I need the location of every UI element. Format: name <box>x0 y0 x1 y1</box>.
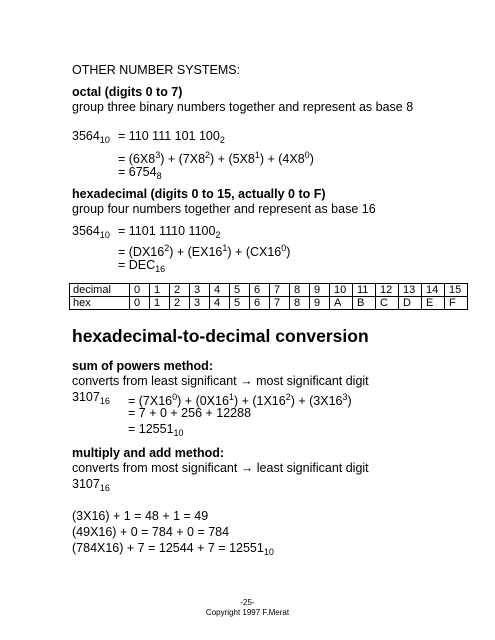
hex-equation-line-2: = $(DX16^2) + (EX16^1) + (CX16^0)$ <box>118 243 291 259</box>
row-label: hex <box>70 297 130 310</box>
sum-equation-line-3: = $12551_{10}$ <box>128 422 184 438</box>
table-cell: 6 <box>250 284 270 297</box>
sum-method-title: sum of powers method: <box>72 359 213 373</box>
table-cell: 7 <box>270 297 290 310</box>
table-cell: 2 <box>170 297 190 310</box>
copyright: Copyright 1997 F.Merat <box>205 608 290 617</box>
table-cell: 5 <box>230 297 250 310</box>
hex-description: group four numbers together and represent as base 16 <box>72 202 376 216</box>
table-cell: 12 <box>376 284 399 297</box>
table-cell: 3 <box>190 284 210 297</box>
hex-lhs: $3564_{10}$ <box>72 224 110 240</box>
table-cell: 8 <box>290 284 310 297</box>
table-cell: 10 <box>330 284 353 297</box>
table-cell: 9 <box>310 297 330 310</box>
hex-title: hexadecimal (digits 0 to 15, actually 0 to F) <box>72 187 326 201</box>
table-cell: 0 <box>130 284 150 297</box>
table-cell: 3 <box>190 297 210 310</box>
table-cell: 0 <box>130 297 150 310</box>
octal-equation-line-1: = 110 111 101 $100_2$ <box>118 129 225 145</box>
row-label: decimal <box>70 284 130 297</box>
sum-lhs: $3107_{16}$ <box>72 390 110 406</box>
table-cell: 2 <box>170 284 190 297</box>
section-heading: OTHER NUMBER SYSTEMS: <box>72 63 241 77</box>
hex-equation-line-3: = $DEC_{16}$ <box>118 258 166 274</box>
table-cell: D <box>399 297 422 310</box>
table-cell: 14 <box>422 284 445 297</box>
multiply-method-description: converts from most significant → least significant digit <box>72 461 369 475</box>
table-cell: 6 <box>250 297 270 310</box>
octal-equation-line-2: = $(6X8^3) + (7X8^2) + (5X8^1) + (4X8^0)$ <box>118 150 314 166</box>
sum-equation-line-2: = 7 + 0 + 256 + 12288 <box>128 406 252 420</box>
octal-lhs: $3564_{10}$ <box>72 129 110 145</box>
octal-equation-line-3: = $6754_8$ <box>118 165 162 181</box>
table-row <box>70 284 468 297</box>
multiply-step-final: $(784X16) + 7 = 12544 + 7 = 12551_{10}$ <box>72 541 274 557</box>
octal-title: octal (digits 0 to 7) <box>72 85 183 99</box>
sum-equation-line-1: = $(7X16^0) + (0X16^1) + (1X16^2) + (3X16^3)$ <box>128 392 352 408</box>
section-title: hexadecimal-to-decimal conversion <box>72 326 369 346</box>
sum-method-description: converts from least significant → most significant digit <box>72 374 369 388</box>
table-cell: 15 <box>445 284 468 297</box>
table-row <box>70 297 468 310</box>
table-cell: 5 <box>230 284 250 297</box>
multiply-method-title: multiply and add method: <box>72 446 225 460</box>
table-cell: C <box>376 297 399 310</box>
decimal-hex-table <box>69 283 468 310</box>
multiply-step: (49X16) + 0 = 784 + 0 = 784 <box>72 525 230 539</box>
table-cell: 9 <box>310 284 330 297</box>
table-cell: E <box>422 297 445 310</box>
hex-equation-line-1: = 1101 1110 $1100_2$ <box>118 224 221 240</box>
multiply-step: (3X16) + 1 = 48 + 1 = 49 <box>72 509 209 523</box>
table-cell: 1 <box>150 297 170 310</box>
page-number: -25- <box>240 598 255 607</box>
table-cell: F <box>445 297 468 310</box>
multiply-number: $3107_{16}$ <box>72 477 110 493</box>
table-cell: 4 <box>210 297 230 310</box>
table-cell: 1 <box>150 284 170 297</box>
table-cell: 7 <box>270 284 290 297</box>
table-cell: 13 <box>399 284 422 297</box>
table-cell: 8 <box>290 297 310 310</box>
octal-description: group three binary numbers together and represent as base 8 <box>72 100 414 114</box>
table-cell: 11 <box>353 284 376 297</box>
table-cell: A <box>330 297 353 310</box>
table-cell: B <box>353 297 376 310</box>
table-cell: 4 <box>210 284 230 297</box>
